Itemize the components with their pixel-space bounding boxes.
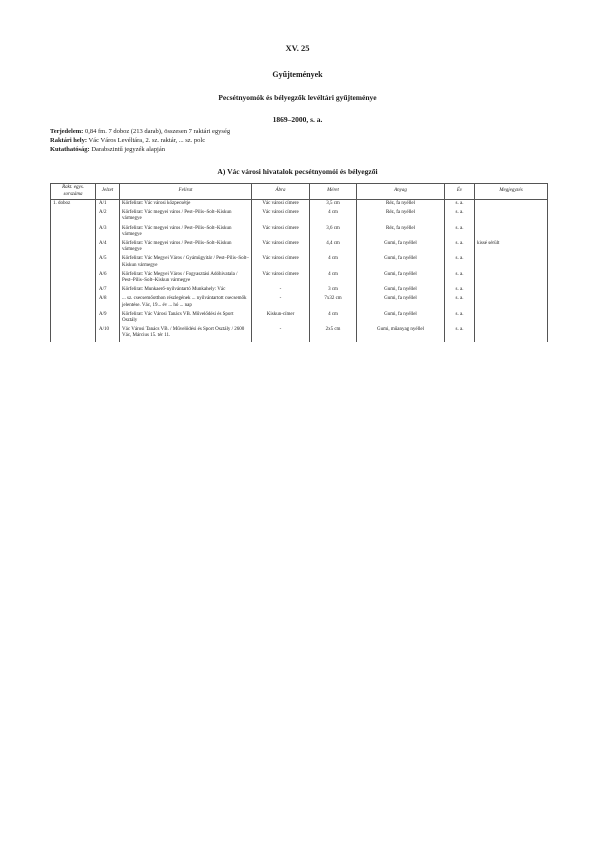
finding-aid-line — [50, 145, 230, 154]
cell-size: 4 cm — [310, 311, 357, 326]
table-header-row — [51, 184, 548, 200]
location-value: Vác Város Levéltára, 2. sz. raktár, ... sz. polc — [88, 137, 206, 144]
cell-note — [475, 326, 548, 341]
cell-material: Gumi, fa nyéllel — [357, 271, 445, 286]
table-row — [51, 271, 548, 286]
table-row — [51, 311, 548, 326]
cell-unit — [51, 271, 96, 286]
cell-id: A/3 — [96, 225, 120, 240]
column-header-id: Jelzet — [96, 184, 120, 200]
cell-figure: Vác városi címere — [252, 209, 310, 224]
cell-year: s. a. — [445, 311, 475, 326]
cell-material: Gumi, fa nyéllel — [357, 311, 445, 326]
cell-year: s. a. — [445, 200, 475, 210]
table-row — [51, 295, 548, 310]
cell-year: s. a. — [445, 271, 475, 286]
cell-id: A/5 — [96, 255, 120, 270]
cell-size: 3 cm — [310, 286, 357, 295]
cell-year: s. a. — [445, 255, 475, 270]
cell-inscription: Körfelirat: Vác megyei város / Pest–Pilis–Solt–Kiskun vármegye — [120, 209, 252, 224]
cell-note — [475, 295, 548, 310]
date-range: 1869–2000, s. a. — [272, 115, 323, 124]
cell-id: A/1 — [96, 200, 120, 210]
cell-size: 3,6 cm — [310, 225, 357, 240]
cell-figure: - — [252, 286, 310, 295]
cell-figure: Kiskun-címer — [252, 311, 310, 326]
section-title: A) Vác városi hivatalok pecsétnyomói és bélyegzői — [217, 167, 378, 176]
cell-unit — [51, 225, 96, 240]
cell-year: s. a. — [445, 286, 475, 295]
cell-id: A/6 — [96, 271, 120, 286]
cell-material: Gumi, fa nyéllel — [357, 255, 445, 270]
cell-figure: Vác városi címere — [252, 240, 310, 255]
cell-inscription: Körfelirat: Vác Megyei Város / Gyámügyitár / Pest–Pilis–Solt–Kiskun vármegye — [120, 255, 252, 270]
inventory-table — [50, 183, 548, 342]
cell-unit — [51, 326, 96, 341]
cell-figure: Vác városi címere — [252, 271, 310, 286]
cell-unit: 1. doboz — [51, 200, 96, 210]
cell-year: s. a. — [445, 240, 475, 255]
cell-note: kissé sérült — [475, 240, 548, 255]
cell-size: 4 cm — [310, 271, 357, 286]
cell-inscription: Körfelirat: Vác Városi Tanács VB. Művelődési és Sport Osztály — [120, 311, 252, 326]
finding-aid-label: Kutathatóság: — [50, 146, 90, 153]
cell-id: A/4 — [96, 240, 120, 255]
cell-unit — [51, 295, 96, 310]
cell-material: Réz, fa nyéllel — [357, 209, 445, 224]
table-row — [51, 326, 548, 341]
cell-inscription: ... sz. csecsemőotthon részlegének ... nyilvántartott csecsemők jelentése. Vác, 19... év ... hó ... nap — [120, 295, 252, 310]
cell-note — [475, 271, 548, 286]
cell-note — [475, 255, 548, 270]
cell-material: Réz, fa nyéllel — [357, 225, 445, 240]
table-row — [51, 240, 548, 255]
column-header-note: Megjegyzés — [475, 184, 548, 200]
table-row — [51, 286, 548, 295]
cell-figure: - — [252, 295, 310, 310]
cell-material: Gumi, műanyag nyéllel — [357, 326, 445, 341]
document-code: XV. 25 — [285, 43, 310, 53]
cell-size: 7x32 cm — [310, 295, 357, 310]
collection-metadata — [50, 127, 230, 154]
column-header-inscription: Felirat — [120, 184, 252, 200]
cell-size: 4 cm — [310, 255, 357, 270]
cell-material: Réz, fa nyéllel — [357, 200, 445, 210]
cell-material: Gumi, fa nyéllel — [357, 295, 445, 310]
cell-unit — [51, 240, 96, 255]
cell-size: 4,4 cm — [310, 240, 357, 255]
finding-aid-value: Darabszintű jegyzék alapján — [91, 146, 165, 153]
table-row — [51, 225, 548, 240]
cell-size: 3,5 cm — [310, 200, 357, 210]
cell-id: A/2 — [96, 209, 120, 224]
cell-inscription: Körfelirat: Munkaerő-nyilvántartó Munkahely: Vác — [120, 286, 252, 295]
cell-size: 2x5 cm — [310, 326, 357, 341]
collection-title: Pecsétnyomók és bélyegzők levéltári gyűjteménye — [218, 93, 377, 102]
cell-id: A/10 — [96, 326, 120, 341]
cell-note — [475, 286, 548, 295]
cell-year: s. a. — [445, 225, 475, 240]
cell-figure: Vác városi címere — [252, 200, 310, 210]
column-header-figure: Ábra — [252, 184, 310, 200]
cell-year: s. a. — [445, 209, 475, 224]
column-header-material: Anyag — [357, 184, 445, 200]
cell-note — [475, 209, 548, 224]
cell-year: s. a. — [445, 295, 475, 310]
location-label: Raktári hely: — [50, 137, 88, 144]
cell-size: 4 cm — [310, 209, 357, 224]
column-header-unit: Rakt. egys. sorszáma — [51, 184, 96, 200]
cell-figure: Vác városi címere — [252, 225, 310, 240]
cell-unit — [51, 311, 96, 326]
table-row — [51, 255, 548, 270]
table-row — [51, 209, 548, 224]
cell-id: A/9 — [96, 311, 120, 326]
cell-note — [475, 225, 548, 240]
location-line — [50, 136, 230, 145]
column-header-year: Év — [445, 184, 475, 200]
cell-year: s. a. — [445, 326, 475, 341]
cell-inscription: Vác Városi Tanács VB. / Művelődési és Sport Osztály / 2600 Vác, Március 15. tér 11. — [120, 326, 252, 341]
cell-unit — [51, 255, 96, 270]
cell-id: A/8 — [96, 295, 120, 310]
extent-value: 0,84 fm. 7 doboz (213 darab), összesen 7 raktári egység — [84, 128, 231, 135]
cell-material: Gumi, fa nyéllel — [357, 286, 445, 295]
extent-line — [50, 127, 230, 136]
cell-inscription: Körfelirat: Vác megyei város / Pest–Pilis–Solt–Kiskun vármegye — [120, 225, 252, 240]
cell-figure: - — [252, 326, 310, 341]
cell-figure: Vác városi címere — [252, 255, 310, 270]
cell-unit — [51, 209, 96, 224]
cell-note — [475, 311, 548, 326]
cell-inscription: Körfelirat: Vác Megyei Város / Fogyasztási Adóhivatala / Pest–Pilis–Solt–Kiskun vármegye — [120, 271, 252, 286]
extent-label: Terjedelem: — [50, 128, 84, 135]
cell-inscription: Körfelirat: Vác városi közpecsétje — [120, 200, 252, 210]
table-row — [51, 200, 548, 210]
cell-unit — [51, 286, 96, 295]
cell-id: A/7 — [96, 286, 120, 295]
cell-inscription: Körfelirat: Vác megyei város / Pest–Pilis–Solt–Kiskun vármegye — [120, 240, 252, 255]
cell-note — [475, 200, 548, 210]
series-title: Gyűjtemények — [272, 70, 323, 79]
cell-material: Gumi, fa nyéllel — [357, 240, 445, 255]
column-header-size: Méret — [310, 184, 357, 200]
